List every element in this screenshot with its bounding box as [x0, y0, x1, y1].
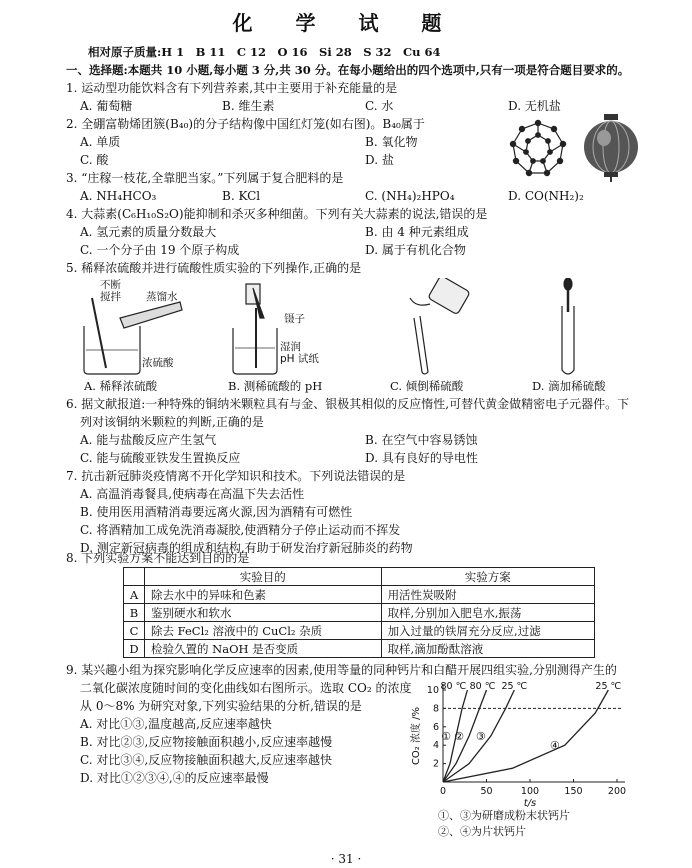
label-stir-2: 搅拌 — [100, 291, 121, 303]
table-cell: 检验久置的 NaOH 是否变质 — [145, 640, 382, 658]
table-cell: A — [124, 586, 145, 604]
series-label: ② — [454, 730, 465, 743]
co2-concentration-chart — [405, 678, 635, 813]
table-cell: 用活性炭吸附 — [381, 586, 594, 604]
table-header-cell: 实验目的 — [145, 568, 382, 586]
q1-option-d: D. 无机盐 — [508, 99, 561, 113]
q6-option-c: C. 能与硫酸亚铁发生置换反应 — [80, 451, 241, 465]
label-water: 蒸馏水 — [146, 291, 178, 303]
q9-stem-line3: 从 0～8% 为研究对象,下列实验结果的分析,错误的是 — [80, 699, 362, 713]
q7-option-a: A. 高温消毒餐具,使病毒在高温下失去活性 — [80, 487, 305, 501]
table-cell: D — [124, 640, 145, 658]
q1-option-c: C. 水 — [365, 99, 394, 113]
table-cell: 加入过量的铁屑充分反应,过滤 — [381, 622, 594, 640]
series-label: ① — [441, 730, 451, 743]
series-line — [443, 690, 608, 782]
table-row — [124, 586, 595, 604]
y-tick-label: 8 — [432, 703, 439, 715]
table-header-cell: 实验方案 — [381, 568, 594, 586]
q4-option-b: B. 由 4 种元素组成 — [365, 225, 469, 239]
table-row — [124, 604, 595, 622]
q9-stem-line1: 9. 某兴趣小组为探究影响化学反应速率的因素,使用等量的同种钙片和白醋开展四组实验,分别测得产生的 — [66, 663, 617, 677]
q5-option-d: D. 滴加稀硫酸 — [532, 379, 606, 393]
x-tick-label: 50 — [480, 786, 493, 797]
table-cell: 除去 FeCl₂ 溶液中的 CuCl₂ 杂质 — [145, 622, 382, 640]
section-heading: 一、选择题:本题共 10 小题,每小题 3 分,共 30 分。在每小题给出的四个选项中,只有一项是符合题目要求的。 — [66, 63, 630, 77]
x-tick-label: 200 — [607, 786, 627, 797]
table-row — [124, 640, 595, 658]
chart-legend-2: ②、④为片状钙片 — [438, 825, 526, 838]
q5-option-c: C. 倾倒稀硫酸 — [390, 379, 464, 393]
q8-table — [123, 567, 595, 658]
label-stir: 不断 — [100, 279, 121, 291]
label-acid: 浓硫酸 — [142, 357, 174, 369]
q7-option-b: B. 使用医用酒精消毒要远离火源,因为酒精有可燃性 — [80, 505, 353, 519]
series-label: ④ — [549, 739, 560, 753]
series-label: ③ — [475, 730, 486, 743]
q9-option-c: C. 对比③④,反应物接触面积越大,反应速率越快 — [80, 753, 333, 767]
q5-option-a: A. 稀释浓硫酸 — [84, 379, 158, 393]
table-cell: B — [124, 604, 145, 622]
series-temp-label: 80 ℃ — [440, 681, 467, 692]
y-tick-label: 2 — [432, 758, 439, 770]
q6-stem-line2: 列对该铜纳米颗粒的判断,正确的是 — [80, 415, 264, 429]
page-title: 化 学 试 题 — [232, 11, 460, 35]
red-lantern-figure — [580, 112, 642, 182]
q5-apparatus-figure — [70, 278, 630, 378]
q1-stem: 1. 运动型功能饮料含有下列营养素,其中主要用于补充能量的是 — [66, 81, 398, 95]
q7-stem: 7. 抗击新冠肺炎疫情离不开化学知识和技术。下列说法错误的是 — [66, 469, 406, 483]
q2-stem: 2. 全硼富勒烯团簇(B₄₀)的分子结构像中国红灯笼(如右图)。B₄₀属于 — [66, 117, 425, 131]
table-cell: 取样,滴加酚酞溶液 — [381, 640, 594, 658]
x-tick-label: 100 — [520, 786, 540, 797]
q7-option-d: D. 测定新冠病毒的组成和结构,有助于研发治疗新冠肺炎的药物 — [80, 541, 413, 555]
q9-option-a: A. 对比①③,温度越高,反应速率越快 — [80, 717, 272, 731]
x-tick-label: 150 — [564, 786, 583, 797]
x-axis-label: t/s — [523, 798, 537, 809]
q2-option-c: C. 酸 — [80, 153, 109, 167]
q3-option-a: A. NH₄HCO₃ — [80, 189, 157, 203]
label-paper-1: 湿润 — [280, 341, 301, 353]
chart-legend-1: ①、③为研磨成粉末状钙片 — [438, 809, 570, 822]
table-cell: 鉴别硬水和软水 — [145, 604, 382, 622]
page-number: · 31 · — [330, 852, 362, 866]
y-axis-label: CO₂ 浓度 /% — [411, 706, 422, 766]
q9-option-b: B. 对比②③,反应物接触面积越小,反应速率越慢 — [80, 735, 333, 749]
b40-structure-figure — [505, 117, 571, 181]
y-tick-label: 10 — [426, 685, 439, 696]
q4-option-d: D. 属于有机化合物 — [365, 243, 466, 257]
series-temp-label: 25 ℃ — [595, 681, 622, 692]
series-temp-label: 80 ℃ — [469, 681, 496, 692]
q9-option-d: D. 对比①②③④,④的反应速率最慢 — [80, 771, 269, 785]
q5-stem: 5. 稀释浓硫酸并进行硫酸性质实验的下列操作,正确的是 — [66, 261, 362, 275]
table-cell: C — [124, 622, 145, 640]
q6-option-b: B. 在空气中容易锈蚀 — [365, 433, 478, 447]
y-tick-label: 6 — [432, 721, 439, 733]
q1-option-a: A. 葡萄糖 — [80, 99, 133, 113]
q6-stem-line1: 6. 据文献报道:一种特殊的铜纳米颗粒具有与金、银极其相似的反应惰性,可替代黄金做精密电子元器件。下 — [66, 397, 630, 411]
q4-option-c: C. 一个分子由 19 个原子构成 — [80, 243, 240, 257]
q3-option-c: C. (NH₄)₂HPO₄ — [365, 189, 455, 203]
q3-stem: 3. “庄稼一枝花,全靠肥当家。”下列属于复合肥料的是 — [66, 171, 344, 185]
q6-option-a: A. 能与盐酸反应产生氢气 — [80, 433, 217, 447]
label-paper-2: pH 试纸 — [280, 353, 319, 365]
table-header-row — [124, 568, 595, 586]
q4-option-a: A. 氢元素的质量分数最大 — [80, 225, 217, 239]
q7-option-c: C. 将酒精加工成免洗消毒凝胶,使酒精分子停止运动而不挥发 — [80, 523, 401, 537]
atomic-mass-line: 相对原子质量:H 1 B 11 C 12 O 16 Si 28 S 32 Cu 64 — [88, 45, 441, 59]
q3-option-b: B. KCl — [222, 189, 261, 203]
q6-option-d: D. 具有良好的导电性 — [365, 451, 478, 465]
q2-option-b: B. 氧化物 — [365, 135, 418, 149]
q8-stem: 8. 下列实验方案不能达到目的的是 — [66, 551, 250, 565]
y-tick-label: 4 — [432, 740, 439, 752]
table-row — [124, 622, 595, 640]
q4-stem: 4. 大蒜素(C₆H₁₀S₂O)能抑制和杀灭多种细菌。下列有关大蒜素的说法,错误的是 — [66, 207, 488, 221]
q3-option-d: D. CO(NH₂)₂ — [508, 189, 584, 203]
x-tick-label: 0 — [439, 786, 447, 797]
q9-stem-line2: 二氧化碳浓度随时间的变化曲线如右图所示。选取 CO₂ 的浓度 — [80, 681, 412, 695]
q1-option-b: B. 维生素 — [222, 99, 275, 113]
label-tweezers: 镊子 — [284, 313, 305, 325]
table-cell: 除去水中的异味和色素 — [145, 586, 382, 604]
table-cell: 取样,分别加入肥皂水,振荡 — [381, 604, 594, 622]
q2-option-a: A. 单质 — [80, 135, 121, 149]
q5-option-b: B. 测稀硫酸的 pH — [228, 379, 323, 393]
table-header-cell — [124, 568, 145, 586]
series-temp-label: 25 ℃ — [501, 681, 528, 692]
q2-option-d: D. 盐 — [365, 153, 394, 167]
